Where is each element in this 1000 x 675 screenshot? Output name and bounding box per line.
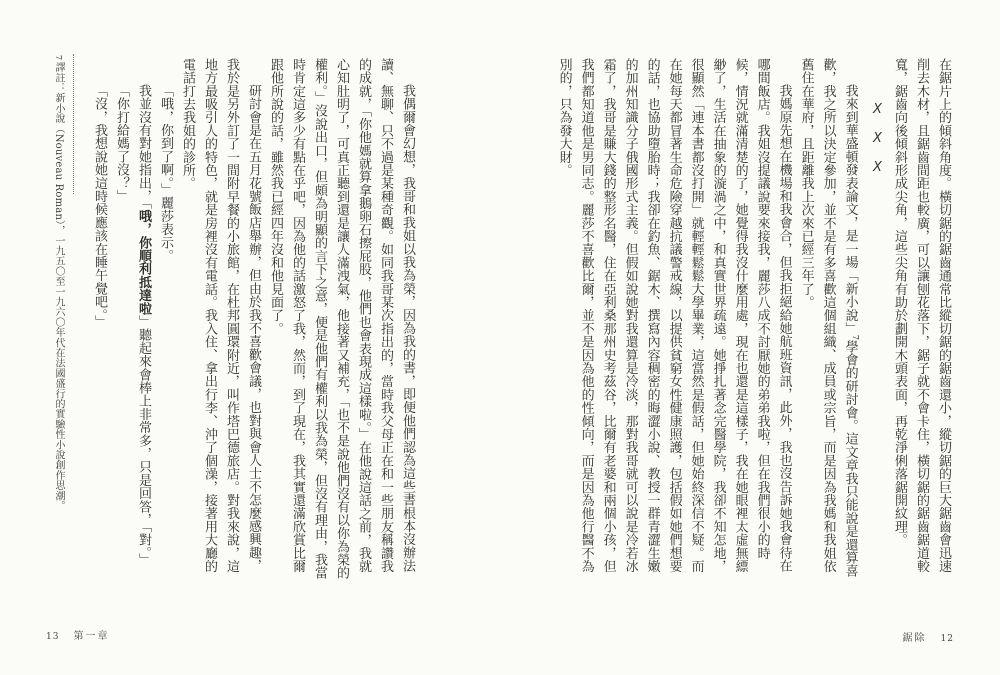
dialogue-line: 「沒，我想說她這時候應該在睡午覺吧。」: [92, 84, 107, 329]
page-footer-right: [903, 629, 954, 644]
page-footer-left: [46, 627, 109, 642]
footnote-marker: 7: [54, 55, 63, 61]
footnote-separator: [73, 54, 74, 194]
section-break-mark: X: [870, 102, 885, 118]
page-number: 12: [940, 634, 954, 644]
paragraph-family: 我媽原先想在機場和我會合，但我拒絕給她航班資訊，此外，我也沒告訴她我會待在哪間飯店。我姐沒提議說要來接我，麗莎八成不討厭她的弟弟我啦，但在我們很小的時候，情況就滿清楚的了，她覺得我沒什麼用處，現在也還是這樣子，我在她眼裡太虛無縹緲了，生活在抽象的漩渦之中，和真實世界疏遠。她掙扎著念完醫學院，我卻不知怎地，很顯然「連本書都沒打開」就輕輕鬆鬆大學畢業，這當然是假話，但她始終深信不疑。而在她每天都冒著生命危險穿越抗議警戒線，以提供貧窮女性健康照護，包括假如她們想要的話，也協助墮胎時；我卻在釣魚、鋸木、撰寫內容稠密的晦澀小說、教授一群青澀生嫩的加州知識分子俄國形式主義。但假如說她對我還算是冷淡，那對我哥就可以說是冷若冰霜了，我哥是賺大錢的整形名醫，住在亞利桑那州史考茲谷，比爾有老婆和兩個小孩，但我們都知道他是男同志。麗莎不喜歡比爾，並不是因為他的性傾向，而是因為他行醫不為別的，只為發大財。: [556, 58, 792, 573]
dialogue-line: 「你打給媽了沒？」: [114, 84, 129, 203]
paragraph-saw-continuation: 在鋸片上的傾斜角度。橫切鋸的鋸齒通常比縱切鋸的鋸齒還小，縱切鋸的巨大鋸齒會迅速削去木材，且鋸齒間距也較廣，可以讓刨花落下，鋸子就不會卡住，橫切鋸的鋸齒鋸道較寬，鋸齒向後傾斜形成尖角，這些尖角有助於劃開木頭表面，再乾淨俐落鋸開紋理。: [892, 58, 951, 573]
translator-footnote: [50, 55, 66, 533]
page-left-body: [88, 58, 418, 585]
footnote-reference: 7: [851, 334, 860, 340]
section-break-mark: X: [870, 160, 885, 176]
chapter-title: 第一章: [73, 631, 110, 642]
footnote-text: 譯註：新小說（Nouveau Roman），一九五〇至一九六〇年代在法國盛行的實驗性小說創作思潮。: [53, 62, 64, 511]
paragraph-text: 學會的研討會。這文章我只能說是還算喜歡，我之所以決定參加，並不是有多喜歡這個組織、成員或宗旨，而是因為我媽和我姐依舊住在華府，且距離我上次來已經三年了。: [798, 58, 858, 578]
section-break: [866, 58, 888, 585]
dialogue-emphasis: 哦，你順利抵達啦: [136, 209, 151, 316]
paragraph-fantasy: 我偶爾會幻想，我哥和我姐以我為榮，因為我的書，即便他們認為這些書根本沒辦法讀、無聊、只不過是某種奇觀。如同我哥某次指出的，當時我父母正在和一些朋友稱讚我的成就，「你他媽就算拿鵝卵石擦屁股，他們也會表現成這樣啦。」在他說這話之前，我就心知肚明了，可真正聽到還是讓人滿洩氣，他接著又補充，「也不是說他們沒有以你為榮的權利。」沒說出口，但頗為明顯的言下之意，便是他們有權利以我為榮，但沒有理由，我當時肯定這多少有點在乎吧，因為他的話激怒了我，然而，到了現在，我其實還滿欣賞比爾跟他所說的話，雖然我已經四年沒和他見面了。: [268, 58, 415, 580]
page-number: 13: [46, 632, 60, 642]
paragraph-hotel: 研討會是在五月花號飯店舉辦，但由於我不喜歡會議，也對與會人士不怎麼感興趣，我於是另外訂了一間附早餐的小旅館，在杜邦圓環附近，叫作塔巴德旅店。對我來說，這地方最吸引人的特色，就是房裡沒有電話。我入住、拿出行李、沖了個澡，接著用大廳的電話打去我姐的診所。: [180, 58, 261, 573]
dialogue-line: 「哦，你到了啊。」麗莎表示。: [158, 84, 173, 263]
paragraph-text: 我來到華盛頓發表論文，是一場「新小說」: [842, 84, 858, 335]
page-right-body: [553, 58, 954, 585]
paragraph-conference: [795, 58, 866, 585]
dialogue-text: 我並沒有對她指出，「: [136, 84, 151, 210]
dialogue-line: [132, 58, 154, 585]
dialogue-text: 」聽起來會棒上非常多，只是回答，「對。」: [136, 315, 151, 567]
running-title: 鋸除: [902, 633, 927, 644]
section-break-mark: X: [870, 131, 885, 147]
